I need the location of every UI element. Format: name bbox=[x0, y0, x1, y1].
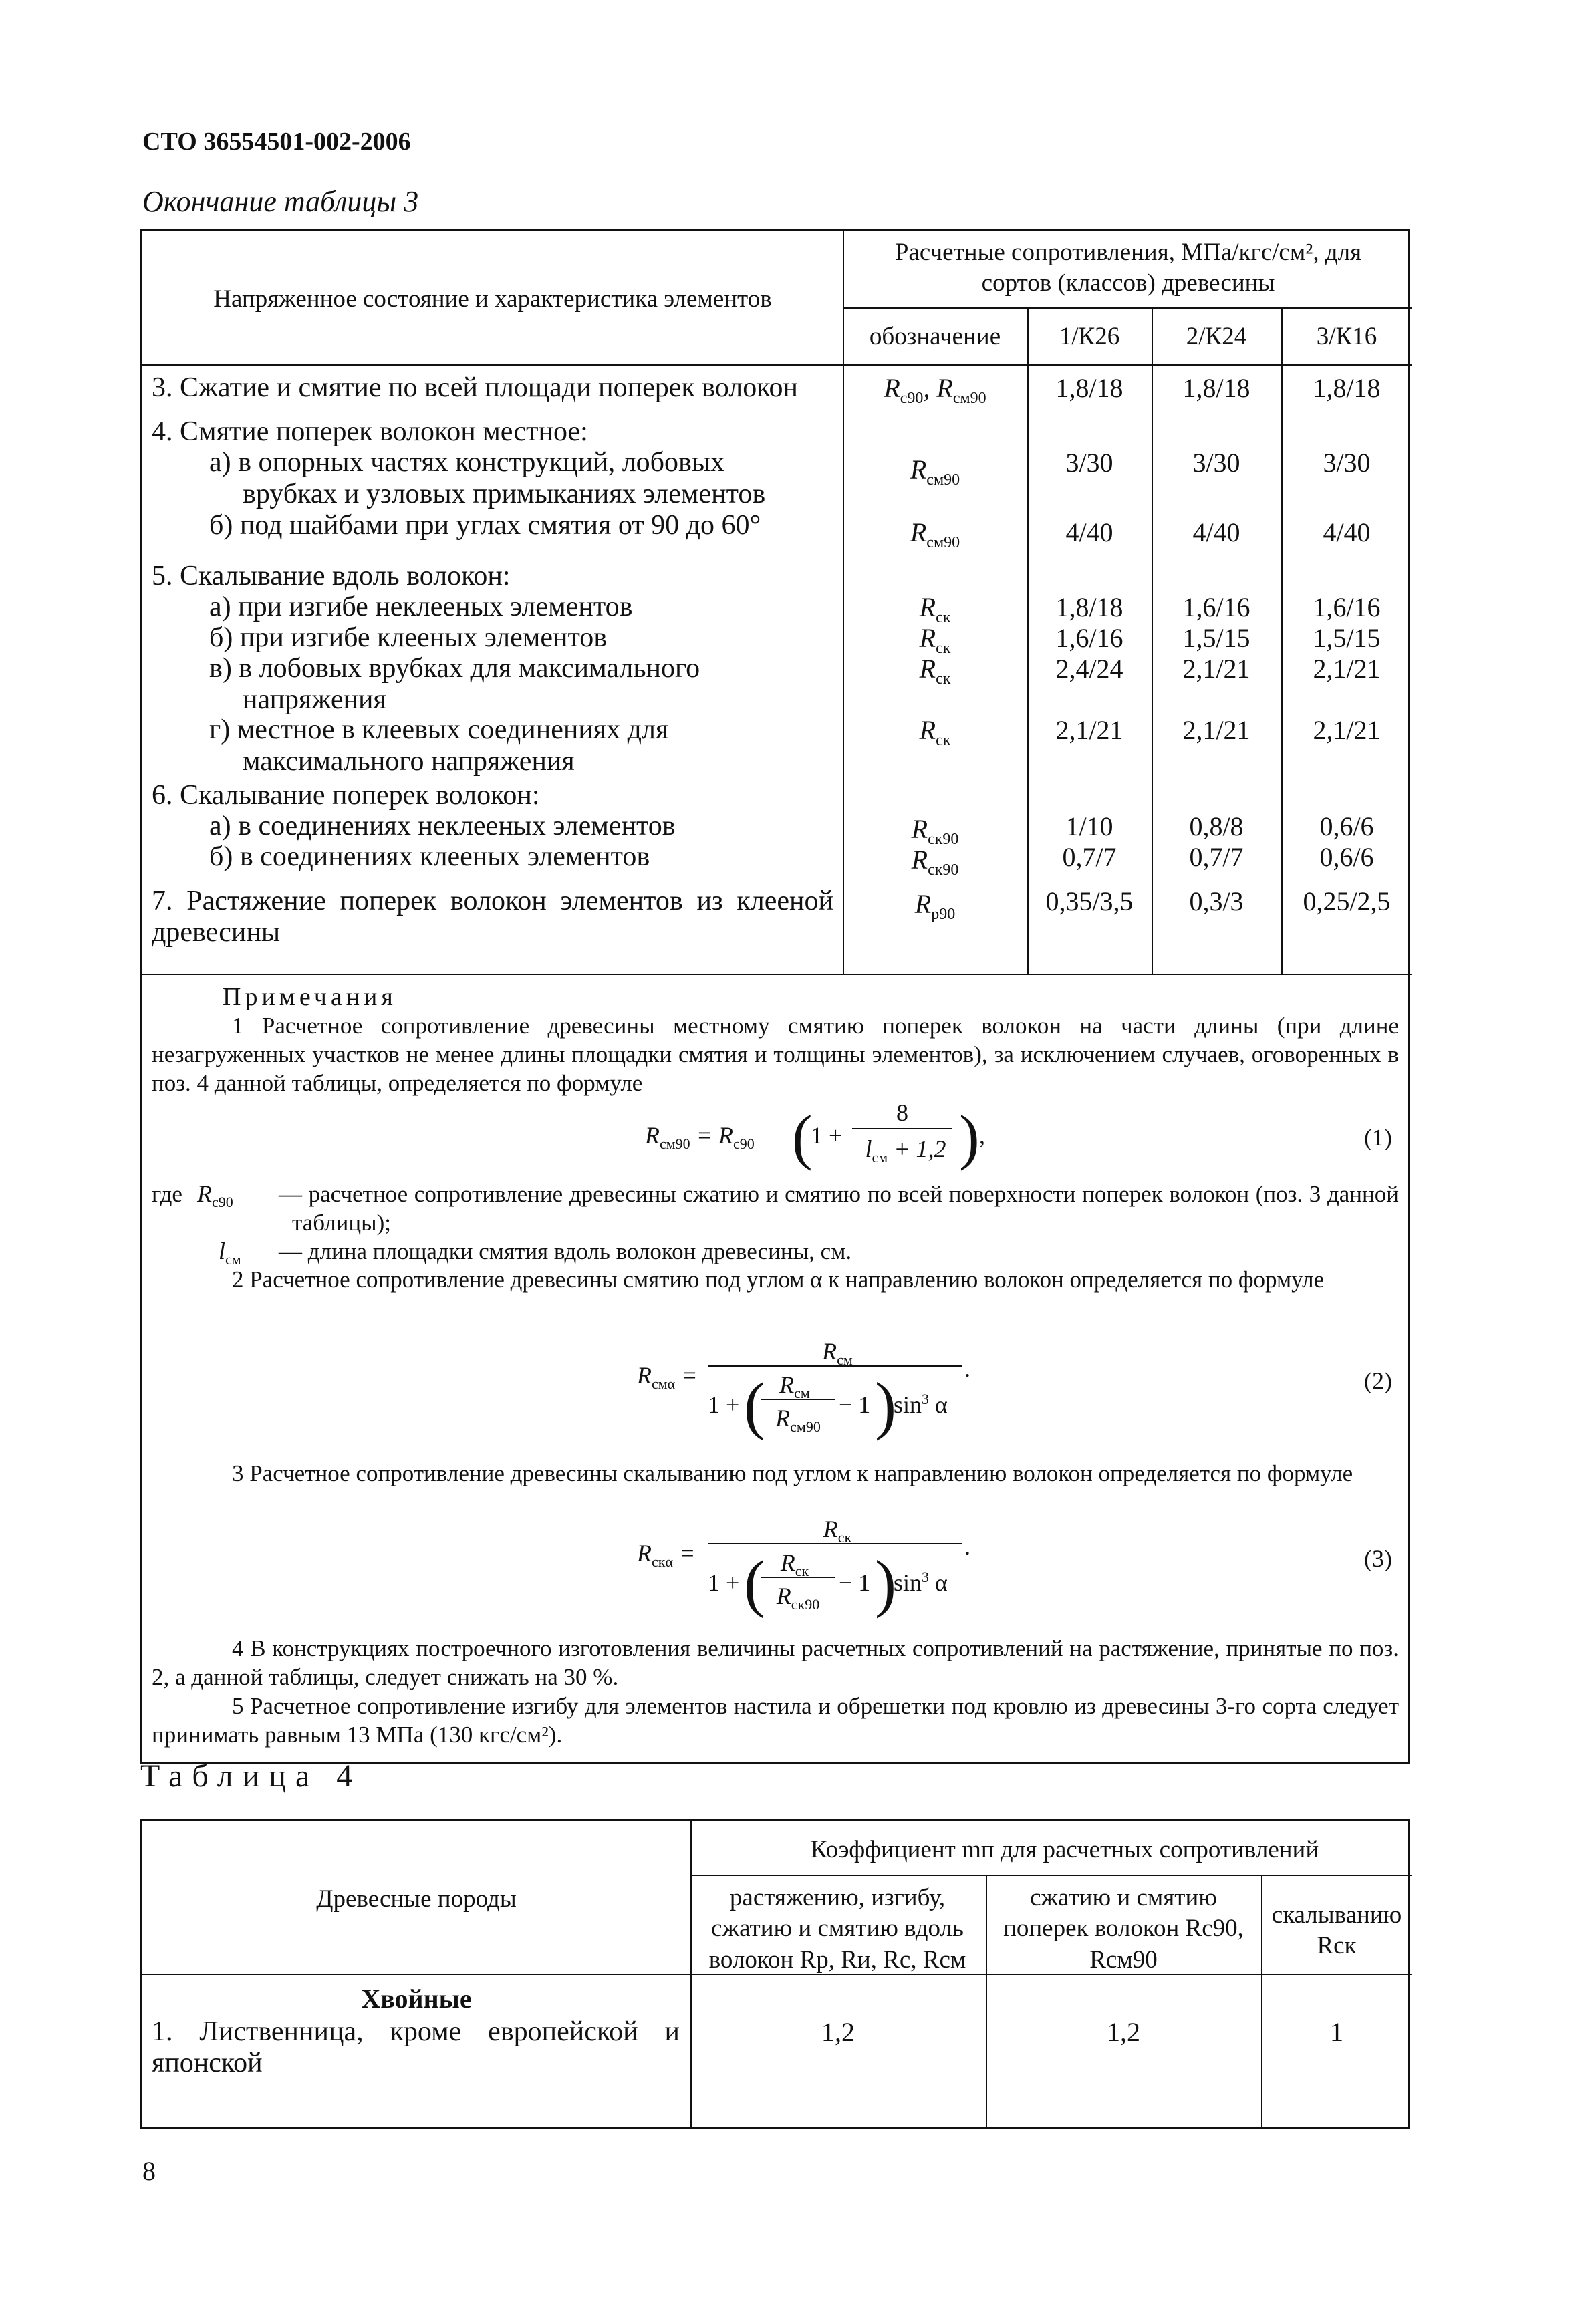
notes-heading: Примечания bbox=[223, 983, 397, 1011]
row-text: г) местное в клеевых соединениях для максимального напряжения bbox=[209, 714, 669, 777]
row-value: 4/40 bbox=[1192, 517, 1240, 547]
row-value: 1,8/18 bbox=[1182, 373, 1250, 403]
row-value: 0,35/3,5 bbox=[1045, 886, 1134, 916]
row-text: б) в соединениях клееных элементов bbox=[209, 841, 650, 872]
t4-col-main: Древесные породы bbox=[316, 1885, 517, 1913]
formula-3-number: (3) bbox=[1364, 1545, 1392, 1572]
row-text: б) при изгибе клееных элементов bbox=[209, 622, 608, 653]
row-symbol: $R_{ск}$ bbox=[919, 715, 951, 749]
row-value: 1/10 bbox=[1065, 811, 1113, 841]
note-1: 1 Расчетное сопротивление древесины местному смятию поперек волокон на части длины (при длине незагруженных участков не менее длины площадки смятия и толщины элементов), за исключением случаев, оговоренных в поз. 4 данной таблицы, определяется по формуле bbox=[152, 1012, 1399, 1096]
where-symbol-rc90: $R_{с90}$ bbox=[197, 1180, 233, 1211]
row-symbol: $R_{c90}$, $R_{см90}$ bbox=[884, 373, 986, 407]
note-2: 2 Расчетное сопротивление древесины смятию под углом α к направлению волокон определяется по формуле bbox=[232, 1266, 1325, 1293]
document-code: СТО 36554501-002-2006 bbox=[142, 128, 411, 156]
row-value: 3/30 bbox=[1192, 448, 1240, 478]
row-symbol: $R_{ск}$ bbox=[919, 623, 951, 657]
row-symbol: $R_{см90}$ bbox=[910, 517, 960, 551]
page-number: 8 bbox=[142, 2156, 156, 2186]
row-value: 1,8/18 bbox=[1055, 592, 1123, 622]
row-value: 0,25/2,5 bbox=[1303, 886, 1391, 916]
row-value: 0,6/6 bbox=[1319, 811, 1374, 841]
row-value: 2,1/21 bbox=[1313, 715, 1381, 745]
t4-col-group: Коэффициент mп для расчетных сопротивлений bbox=[810, 1836, 1319, 1863]
note-3: 3 Расчетное сопротивление древесины скалыванию под углом к направлению волокон определяется по формуле bbox=[232, 1460, 1353, 1486]
row-value: 3/30 bbox=[1323, 448, 1371, 478]
row-value: 0,3/3 bbox=[1189, 886, 1244, 916]
formula-1-number: (1) bbox=[1364, 1124, 1392, 1151]
row-value: 2,1/21 bbox=[1055, 715, 1123, 745]
row-text: а) в соединениях неклееных элементов bbox=[209, 811, 676, 841]
row-value: 1,6/16 bbox=[1313, 592, 1381, 622]
where-2: — длина площадки смятия вдоль волокон древесины, см. bbox=[279, 1238, 852, 1264]
row-value: 2,1/21 bbox=[1313, 654, 1381, 684]
row-value: 2,4/24 bbox=[1055, 654, 1123, 684]
row-symbol: $R_{ск}$ bbox=[919, 592, 951, 626]
formula-1: $R_{см90} = R_{с90}$ ( 1 + 8 $l_{см} + 1,2$ ) , bbox=[645, 1099, 985, 1171]
row-text: 6. Скалывание поперек волокон: bbox=[152, 780, 540, 811]
row-value: 0,7/7 bbox=[1189, 842, 1244, 872]
row-value: 0,6/6 bbox=[1319, 842, 1374, 872]
note-5: 5 Расчетное сопротивление изгибу для элементов настила и обрешетки под кровлю из древесины 3-го сорта следует принимать равным 13 МПа (130 кгс/см²). bbox=[152, 1693, 1399, 1748]
table-3 bbox=[140, 229, 1410, 1764]
table-continuation-title: Окончание таблицы 3 bbox=[142, 185, 419, 218]
row-value: 1,8/18 bbox=[1313, 373, 1381, 403]
row-text: а) в опорных частях конструкций, лобовых врубках и узловых примыканиях элементов bbox=[209, 447, 766, 509]
row-text: 7. Растяжение поперек волокон элементов из клееной древесины bbox=[152, 886, 833, 948]
t4-col-3: скалыванию Rск bbox=[1271, 1901, 1402, 1960]
row-value: 1,8/18 bbox=[1055, 373, 1123, 403]
row-value: 1,6/16 bbox=[1182, 592, 1250, 622]
row-symbol: $R_{р90}$ bbox=[914, 889, 956, 923]
formula-2: $R_{см\alpha}$ = $R_{см}$ 1 + ( $R_{см}$ $R_{см90}$ − 1 ) $\sin^3 \alpha$ . bbox=[637, 1338, 970, 1441]
col-header-class-1: 1/К26 bbox=[1059, 323, 1120, 350]
row-symbol: $R_{см90}$ bbox=[910, 454, 960, 489]
row-text: 3. Сжатие и смятие по всей площади поперек волокон bbox=[152, 372, 798, 403]
row-symbol: $R_{ск90}$ bbox=[911, 814, 959, 848]
table-4 bbox=[140, 1819, 1410, 2129]
row-value: 2,1/21 bbox=[1182, 654, 1250, 684]
row-value: 0,8/8 bbox=[1189, 811, 1244, 841]
formula-2-number: (2) bbox=[1364, 1367, 1392, 1394]
formula-3: $R_{ск\alpha}$ = $R_{ск}$ 1 + ( $R_{ск}$ $R_{ск90}$ − 1 ) $\sin^3 \alpha$ . bbox=[637, 1516, 970, 1619]
row-value: 4/40 bbox=[1323, 517, 1371, 547]
row-value: 4/40 bbox=[1065, 517, 1113, 547]
row-value: 1,5/15 bbox=[1313, 623, 1381, 653]
where-1: — расчетное сопротивление древесины сжатию и смятию по всей поверхности поперек волокон (поз. 3 данной таблицы); bbox=[279, 1181, 1399, 1236]
t4-col-2: сжатию и смятию поперек волокон Rс90, Rсм90 bbox=[1003, 1884, 1244, 1974]
row-value: 1,5/15 bbox=[1182, 623, 1250, 653]
note-4: 4 В конструкциях построечного изготовления величины расчетных сопротивлений на растяжение, принятые по поз. 2, а данной таблицы, следует снижать на 30 %. bbox=[152, 1635, 1399, 1690]
row-value: 3/30 bbox=[1065, 448, 1113, 478]
row-text: б) под шайбами при углах смятия от 90 до 60° bbox=[209, 510, 761, 541]
col-header-class-3: 3/К16 bbox=[1316, 323, 1377, 350]
where-label: где bbox=[152, 1181, 182, 1207]
col-header-symbol: обозначение bbox=[869, 323, 1001, 350]
col-header-group: Расчетные сопротивления, МПа/кгс/см², для сортов (классов) древесины bbox=[894, 239, 1362, 297]
row-text: 5. Скалывание вдоль волокон: bbox=[152, 561, 511, 591]
row-symbol: $R_{ск90}$ bbox=[911, 845, 959, 879]
t4-row-value: 1,2 bbox=[1107, 2017, 1140, 2047]
where-symbol-lsm: $l_{см}$ bbox=[219, 1238, 241, 1268]
t4-col-1: растяжению, изгибу, сжатию и смятию вдоль волокон Rр, Rи, Rс, Rсм bbox=[708, 1884, 966, 1974]
col-header-main: Напряженное состояние и характеристика элементов bbox=[213, 285, 772, 313]
t4-row-value: 1 bbox=[1330, 2017, 1343, 2047]
table-4-title: Таблица 4 bbox=[140, 1758, 362, 1794]
t4-row-text: 1. Лиственница, кроме европейской и японской bbox=[152, 2016, 680, 2078]
row-value: 2,1/21 bbox=[1182, 715, 1250, 745]
row-value: 1,6/16 bbox=[1055, 623, 1123, 653]
col-header-class-2: 2/К24 bbox=[1186, 323, 1247, 350]
row-text: 4. Смятие поперек волокон местное: bbox=[152, 416, 588, 447]
row-text: а) при изгибе неклееных элементов bbox=[209, 591, 633, 622]
row-value: 0,7/7 bbox=[1062, 842, 1117, 872]
t4-row-value: 1,2 bbox=[821, 2017, 855, 2047]
row-text: в) в лобовых врубках для максимального напряжения bbox=[209, 653, 700, 715]
t4-section: Хвойные bbox=[361, 1984, 472, 2014]
row-symbol: $R_{ск}$ bbox=[919, 654, 951, 688]
